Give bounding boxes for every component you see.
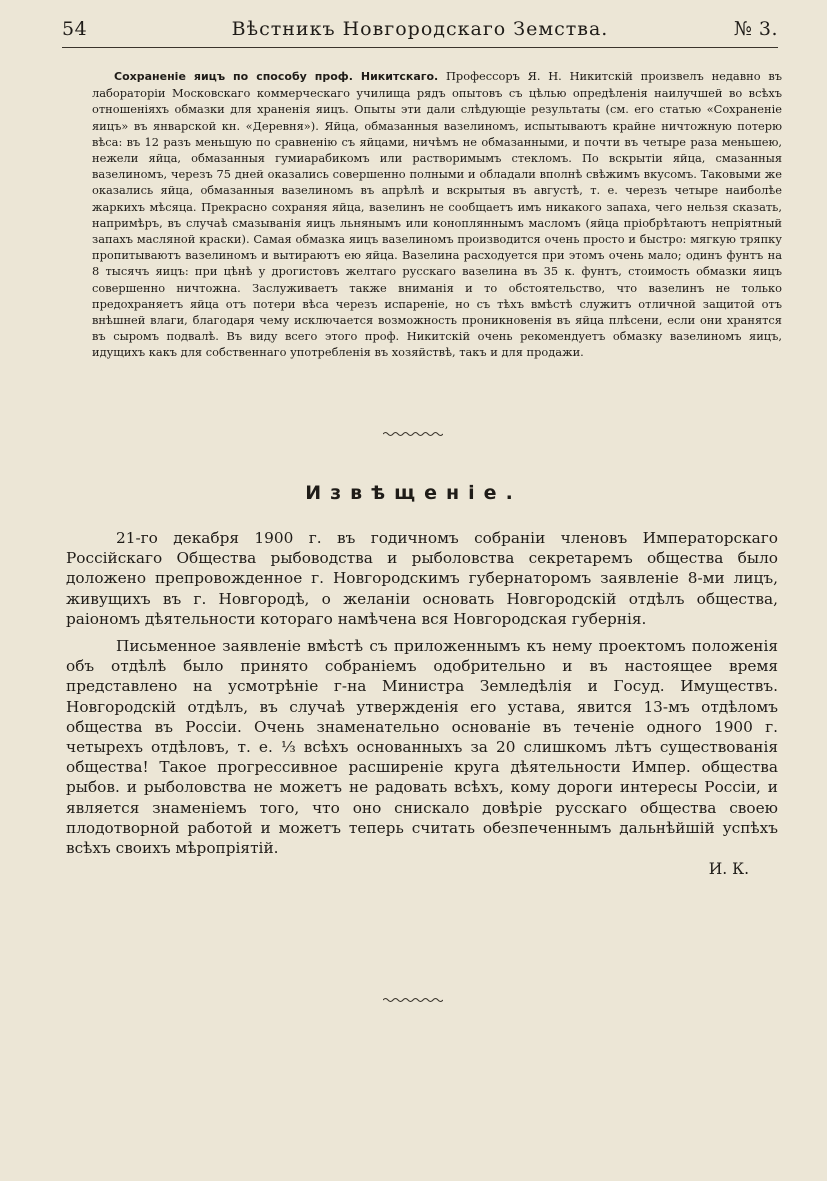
note-lead: Сохраненіе яицъ по способу проф. Никитскаго. <box>114 70 439 83</box>
journal-title: Вѣстникъ Новгородскаго Земства. <box>231 18 609 40</box>
notice-heading: Извѣщеніе. <box>305 482 522 504</box>
header-rule <box>62 47 778 48</box>
wavy-divider-top <box>383 430 443 438</box>
egg-preservation-note <box>92 68 782 361</box>
running-header <box>62 18 778 48</box>
signature: И. К. <box>708 860 749 878</box>
wavy-divider-bottom <box>383 996 443 1004</box>
notice-paragraph-2: Письменное заявленіе вмѣстѣ съ приложеннымъ къ нему проектомъ положенія объ отдѣлѣ было принято собраніемъ одобрительно и въ настоящее время представлено на усмотрѣніе г-на Министра Земледѣлія и Госуд. Имуществъ. Новгородскій отдѣлъ, въ случаѣ утвержденія его устава, явится 13-мъ отдѣломъ общества въ Россіи. Очень знаменательно основаніе въ теченіе одного 1900 г. четырехъ отдѣловъ, т. е. ⅓ всѣхъ основанныхъ за 20 слишкомъ лѣтъ существованія общества! Такое прогрессивное расширеніе круга дѣятельности Импер. общества рыбов. и рыболовства не можетъ не радовать всѣхъ, кому дороги интересы Россіи, и является знаменіемъ того, что оно снискало довѣріе русскаго общества своею плодотворной работой и можетъ теперь считать обезпеченнымъ дальнѣйшій успѣхъ всѣхъ своихъ мѣропріятій. <box>66 637 778 858</box>
issue-number: № 3. <box>733 18 778 40</box>
note-text: Профессоръ Я. Н. Никитскій произвелъ недавно въ лабораторіи Московскаго коммерческаго училища рядъ опытовъ съ цѣлью опредѣленія наилучшей во всѣхъ отношеніяхъ обмазки для храненія яицъ. Опыты эти дали слѣдующіе результаты (см. его статью «Сохраненіе яицъ» въ январской кн. «Деревня»). Яйца, обмазанныя вазелиномъ, испытываютъ крайне ничтожную потерю вѣса: въ 12 разъ меньшую по сравненію съ яйцами, ничѣмъ не обмазанными, и почти въ четыре раза меньшею, нежели яйца, обмазанныя гумиарабикомъ или растворимымъ стекломъ. По вскрытіи яйца, смазанныя вазелиномъ, черезъ 75 дней оказались совершенно полными и обладали вполнѣ свѣжимъ вкусомъ. Таковыми же оказались яйца, обмазанныя вазелиномъ въ апрѣлѣ и вскрытыя въ августѣ, т. е. черезъ четыре наиболѣе жаркихъ мѣсяца. Прекрасно сохраняя яйца, вазелинъ не сообщаетъ имъ никакого запаха, чего нельзя сказать, напримѣръ, въ случаѣ смазыванія яицъ льнянымъ или конопляннымъ масломъ (яйца пріобрѣтаютъ непріятный запахъ масляной краски). Самая обмазка яицъ вазелиномъ производится очень просто и быстро: мягкую тряпку пропитываютъ вазелиномъ и вытираютъ ею яйца. Вазелина расходуется при этомъ очень мало; одинъ фунтъ на 8 тысячъ яицъ: при цѣнѣ у дрогистовъ желтаго русскаго вазелина въ 35 к. фунтъ, стоимость обмазки яицъ совершенно ничтожна. Заслуживаетъ также вниманія и то обстоятельство, что вазелинъ не только предохраняетъ яйца отъ потери вѣса черезъ испареніе, но съ тѣхъ вмѣстѣ служитъ отличной защитой отъ внѣшней влаги, благодаря чему исключается возможность проникновенія въ яйца плѣсени, если они хранятся въ сыромъ подвалѣ. Въ виду всего этого проф. Никитскій очень рекомендуетъ обмазку вазелиномъ яицъ, идущихъ какъ для собственнаго употребленія въ хозяйствѣ, такъ и для продажи. <box>92 69 782 360</box>
page-number: 54 <box>62 18 88 40</box>
notice-paragraph-1: 21-го декабря 1900 г. въ годичномъ собраніи членовъ Императорскаго Россійскаго Общества рыбоводства и рыболовства секретаремъ общества было доложено препровожденное г. Новгородскимъ губернаторомъ заявленіе 8-ми лицъ, живущихъ въ г. Новгородѣ, о желаніи основать Новгородскій отдѣлъ общества, раіономъ дѣятельности котораго намѣчена вся Новгородская губернія. <box>66 529 778 628</box>
